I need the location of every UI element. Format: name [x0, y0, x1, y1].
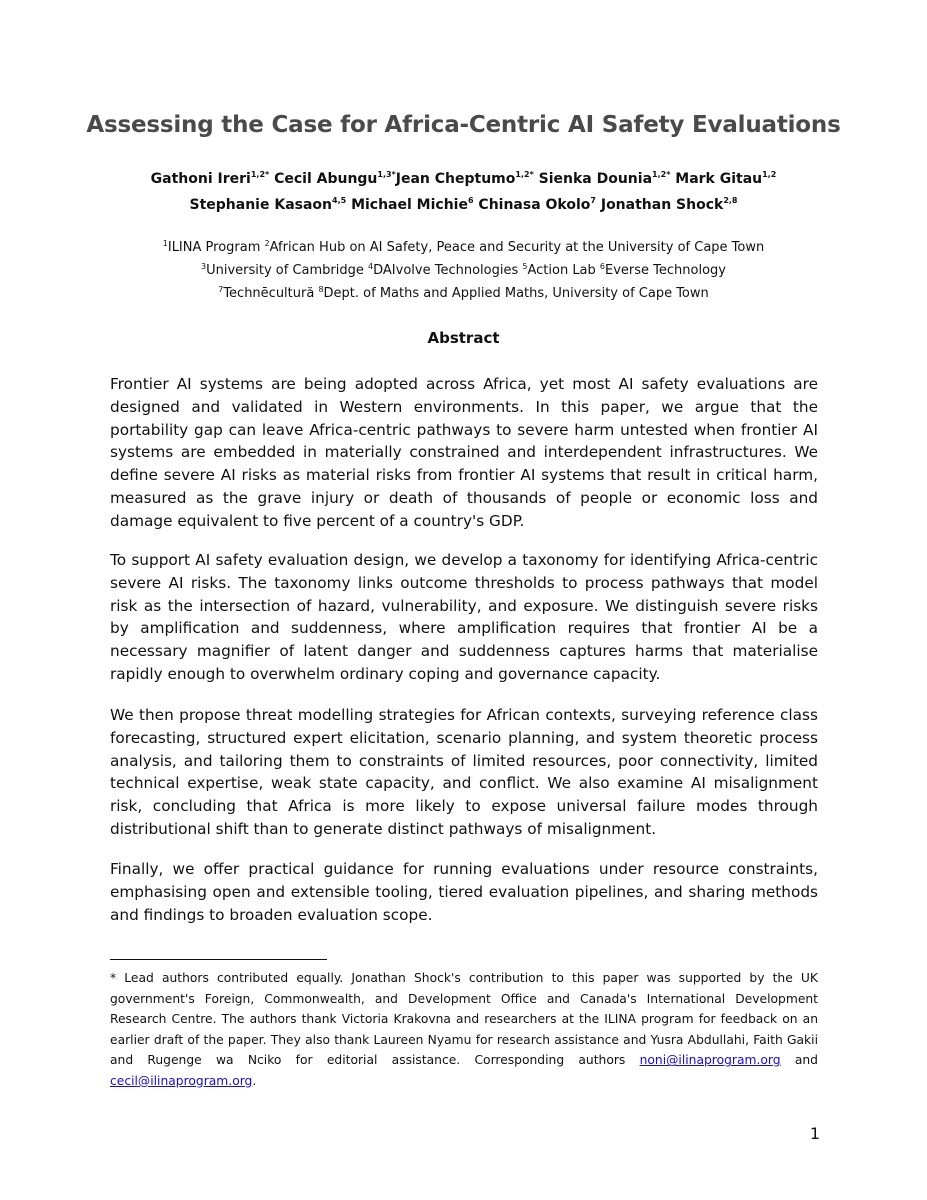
author: Cecil Abungu$^{1,3*}$ — [274, 170, 396, 187]
footnote — [110, 968, 818, 1092]
abstract-paragraph: Frontier AI systems are being adopted across Africa, yet most AI safety evaluations are designed and validated in Western environments. In this paper, we argue that the portability gap can leave Africa-centric pathways to severe harm untested when frontier AI systems are embedded in materially constrained and interdependent infrastructures. We define severe AI risks as material risks from frontier AI systems that result in critical harm, measured as the grave injury or death of thousands of people or economic loss and damage equivalent to five percent of a country's GDP. — [110, 375, 818, 530]
author: Stephanie Kasaon$^{4,5}$ — [189, 196, 347, 213]
page-number: 1 — [809, 1124, 820, 1143]
affiliation: $^4$DAIvolve Technologies — [368, 262, 519, 278]
affiliation: $^1$ILINA Program — [162, 239, 261, 255]
abstract-paragraph: We then propose threat modelling strategies for African contexts, surveying reference class forecasting, structured expert elicitation, scenario planning, and system theoretic process analysis, and tailoring them to constraints of limited resources, poor connectivity, limited technical expertise, weak state capacity, and conflict. We also examine AI misalignment risk, concluding that Africa is more likely to expose universal failure modes through distributional shift than to generate distinct pathways of misalignment. — [110, 706, 818, 838]
affiliation: $^8$Dept. of Maths and Applied Maths, University of Cape Town — [318, 285, 709, 301]
email-link-noni[interactable]: noni@ilinaprogram.org — [639, 1053, 781, 1068]
author: Gathoni Ireri$^{1,2*}$ — [150, 170, 270, 187]
affiliation: $^3$University of Cambridge — [201, 262, 364, 278]
abstract-paragraph: Finally, we offer practical guidance for running evaluations under resource constraints, emphasising open and extensible tooling, tiered evaluation pipelines, and sharing methods and findings to broaden evaluation scope. — [110, 860, 818, 924]
affiliation-line — [100, 236, 827, 259]
author: Chinasa Okolo$^7$ — [478, 196, 596, 213]
footnote-and: and — [794, 1053, 818, 1068]
affiliation: $^7$Technēcultură — [218, 285, 315, 301]
author: Sienka Dounia$^{1,2*}$ — [538, 170, 671, 187]
affiliation-line — [100, 259, 827, 282]
abstract-heading: Abstract — [427, 329, 500, 347]
footnote-text: * Lead authors contributed equally. Jonathan Shock's contribution to this paper was supported by the UK government's Foreign, Commonwealth, and Development Office and Canada's International Development Research Centre. The authors thank Victoria Krakovna and researchers at the ILINA program for feedback on an earlier draft of the paper. They also thank Laureen Nyamu for research assistance and Yusra Abdullahi, Faith Gakii and Rugenge wa Nciko for editorial assistance. Corresponding authors — [110, 971, 818, 1068]
affiliation-line — [100, 282, 827, 305]
affiliation: $^2$African Hub on AI Safety, Peace and Security at the University of Cape Town — [264, 239, 765, 255]
author: Michael Michie$^6$ — [351, 196, 474, 213]
author: Mark Gitau$^{1,2}$ — [675, 170, 777, 187]
abstract-paragraph: To support AI safety evaluation design, we develop a taxonomy for identifying Africa-centric severe AI risks. The taxonomy links outcome thresholds to process pathways that model risk as the intersection of hazard, vulnerability, and exposure. We distinguish severe risks by amplification and suddenness, where amplification requires that frontier AI be a necessary magnifier of latent danger and suddenness captures harms that materialise rapidly enough to overwhelm ordinary coping and governance capacity. — [110, 551, 818, 683]
author-list — [120, 166, 807, 218]
email-link-cecil[interactable]: cecil@ilinaprogram.org — [110, 1073, 253, 1088]
author: Jonathan Shock$^{2,8}$ — [600, 196, 738, 213]
affiliation: $^5$Action Lab — [522, 262, 596, 278]
affiliation-list — [100, 236, 827, 305]
author: Jean Cheptumo$^{1,2*}$ — [395, 170, 534, 187]
paper-title: Assessing the Case for Africa-Centric AI Safety Evaluations — [86, 112, 841, 138]
footnote-end: . — [252, 1073, 257, 1088]
footnote-divider — [110, 959, 327, 960]
affiliation: $^6$Everse Technology — [599, 262, 726, 278]
